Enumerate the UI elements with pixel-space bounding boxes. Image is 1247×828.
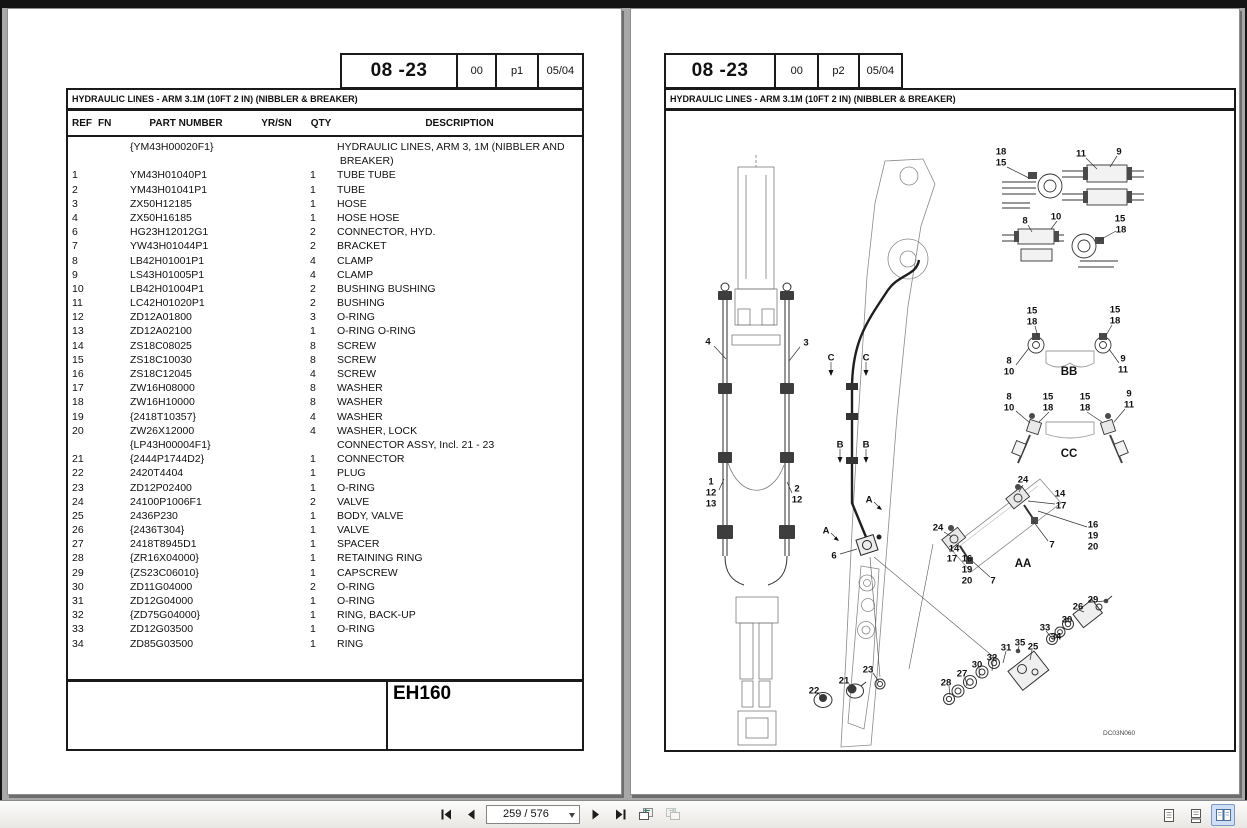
callout-number: 24 — [1017, 474, 1029, 486]
table-row: 9 LS43H01005P1 4 CLAMP — [72, 268, 374, 281]
two-page-view-button[interactable] — [1211, 804, 1235, 826]
callout-number: 25 — [1027, 641, 1039, 653]
first-page-button[interactable] — [436, 804, 456, 824]
arm-side-view — [838, 159, 935, 747]
section-code: 08 -23 — [691, 60, 749, 81]
callout-number: 19 — [1087, 530, 1099, 542]
table-row: 12 ZD12A01800 3 O-RING — [72, 311, 375, 324]
two-page-view-icon — [1215, 808, 1232, 822]
callout-number: 2 — [794, 483, 800, 495]
page-number: p1 — [495, 55, 536, 87]
section-code: 08 -23 — [370, 60, 428, 81]
date: 05/04 — [858, 55, 901, 87]
callout-number: 16 — [1087, 519, 1099, 531]
table-row: 31 ZD12G04000 1 O-RING — [72, 595, 375, 607]
table-row: 4 ZX50H16185 1 HOSE HOSE — [72, 211, 400, 224]
table-row: 7 YW43H01044P1 2 BRACKET — [72, 240, 387, 253]
page-title: HYDRAULIC LINES - ARM 3.1M (10FT 2 IN) (NIBBLER & BREAKER) — [664, 88, 1236, 110]
first-page-icon — [440, 808, 453, 821]
table-row: {YM43H00020F1} HYDRAULIC LINES, ARM 3, 1M (NIBBLER AND — [130, 141, 565, 153]
callout-number: 14 — [1054, 488, 1066, 500]
callout-number: 15 — [1026, 305, 1038, 317]
table-row: 24 24100P1006F1 2 VALVE — [72, 495, 370, 508]
view-label: AA — [1014, 558, 1032, 570]
callout-number: 22 — [808, 685, 820, 697]
table-row: 10 LB42H01004P1 2 BUSHING BUSHING — [72, 282, 436, 295]
callout-number: 7 — [1049, 539, 1055, 551]
callout-number: 35 — [1014, 637, 1026, 649]
view-label: CC — [1060, 448, 1078, 460]
view-label: BB — [1060, 366, 1078, 378]
callout-number: 1 — [708, 476, 714, 488]
table-row: 30 ZD11G04000 2 O-RING — [72, 580, 375, 593]
page-footer-box — [66, 680, 584, 751]
table-row: 25 2436P230 1 BODY, VALVE — [72, 509, 404, 522]
previous-view-button[interactable] — [635, 804, 657, 824]
callout-number: 10 — [1050, 211, 1062, 223]
page-layout-controls — [1157, 804, 1235, 826]
callout-number: 9 — [1116, 146, 1122, 158]
parts-table — [66, 109, 584, 681]
callout-number: 24 — [932, 522, 944, 534]
table-row: 33 ZD12G03500 1 O-RING — [72, 623, 375, 636]
table-row: 17 ZW16H08000 8 WASHER — [72, 382, 383, 395]
callout-number: 6 — [831, 550, 837, 562]
combo-dropdown-arrow-icon[interactable] — [569, 813, 575, 818]
col-part-number: PART NUMBER — [149, 117, 223, 129]
next-page-icon — [589, 808, 602, 821]
table-row: {LP43H00004F1} CONNECTOR ASSY, Incl. 21 - 23 — [130, 438, 495, 451]
last-page-icon — [614, 808, 627, 821]
callout-number: 23 — [862, 664, 874, 676]
callout-number: 9 — [1120, 353, 1126, 365]
callout-number: 18 — [1115, 224, 1127, 236]
callout-number: 10 — [1003, 366, 1015, 378]
table-row: 13 ZD12A02100 1 O-RING O-RING — [72, 325, 416, 338]
callout-number: 18 — [1042, 402, 1054, 414]
col-yr-sn: YR/SN — [261, 117, 292, 129]
callout-number: 18 — [995, 146, 1007, 158]
valve-on-arm — [856, 535, 882, 556]
revision: 00 — [774, 55, 817, 87]
table-row: BREAKER) — [337, 155, 394, 168]
callout-number: 9 — [1126, 388, 1132, 400]
table-row: 18 ZW16H10000 8 WASHER — [72, 396, 383, 409]
table-row: 34 ZD85G03500 1 RING — [72, 637, 364, 650]
table-row: 27 2418T8945D1 1 SPACER — [72, 538, 380, 551]
callout-number: 20 — [961, 575, 973, 587]
page-title: HYDRAULIC LINES - ARM 3.1M (10FT 2 IN) (NIBBLER & BREAKER) — [66, 88, 584, 110]
section-arrow-label: A — [822, 525, 830, 537]
callout-number: 18 — [1026, 316, 1038, 328]
long-leader-lines — [870, 544, 996, 677]
callout-number: 29 — [1087, 594, 1099, 606]
last-page-button[interactable] — [610, 804, 630, 824]
date: 05/04 — [537, 55, 582, 87]
callout-number: 26 — [1072, 601, 1084, 613]
table-row: 26 {2436T304} 1 VALVE — [72, 524, 370, 537]
view-bb-graphic — [1028, 333, 1111, 367]
callout-number: 15 — [1109, 304, 1121, 316]
section-arrow-label: C — [862, 352, 870, 364]
table-row: 16 ZS18C12045 4 SCREW — [72, 368, 377, 380]
callout-number: 11 — [1075, 148, 1087, 160]
callout-number: 13 — [705, 498, 717, 510]
diagram-annotations — [705, 147, 1134, 700]
callout-number: 28 — [940, 677, 952, 689]
callout-number: 4 — [705, 336, 711, 348]
document-canvas — [2, 8, 1245, 800]
page-indicator-value: 259 / 576 — [503, 808, 549, 820]
parts-table-body — [68, 137, 582, 651]
next-view-icon — [664, 806, 682, 822]
callout-number: 17 — [1055, 500, 1067, 512]
callout-number: 12 — [791, 494, 803, 506]
tube-clamps — [717, 291, 795, 539]
table-row: 19 {2418T10357} 4 WASHER — [72, 410, 383, 423]
previous-page-button[interactable] — [461, 804, 481, 824]
section-reference-box — [664, 53, 903, 89]
table-row: 23 ZD12P02400 1 O-RING — [72, 481, 375, 494]
footer-empty-cell — [68, 682, 388, 749]
section-reference-box — [340, 53, 584, 89]
callout-number: 7 — [990, 575, 996, 587]
callout-number: 27 — [956, 668, 968, 680]
page-2 — [630, 8, 1240, 795]
parts-table-header — [68, 111, 582, 137]
table-row: 28 {ZR16X04000} 1 RETAINING RING — [72, 552, 423, 565]
callout-number: 3 — [803, 337, 809, 349]
page-indicator-combobox[interactable] — [486, 805, 580, 824]
table-row: 32 {ZD75G04000} 1 RING, BACK-UP — [72, 609, 416, 622]
callout-number: 11 — [1123, 399, 1135, 411]
table-row: 2 YM43H01041P1 1 TUBE — [72, 183, 366, 196]
viewer-toolbar — [0, 800, 1247, 828]
table-row: 22 2420T4404 1 PLUG — [72, 467, 366, 480]
callout-number: 18 — [1079, 402, 1091, 414]
table-row: 14 ZS18C08025 8 SCREW — [72, 339, 377, 352]
callout-number: 30 — [1061, 614, 1073, 626]
callout-number: 11 — [1117, 364, 1129, 376]
callout-number: 15 — [995, 157, 1007, 169]
col-fn: FN — [98, 117, 112, 129]
callout-number: 8 — [1006, 391, 1012, 403]
callout-number: 15 — [1079, 391, 1091, 403]
diagram-svg — [666, 111, 1234, 750]
next-page-button[interactable] — [585, 804, 605, 824]
col-qty: QTY — [310, 117, 332, 129]
callout-number: 16 — [961, 553, 973, 565]
arm-tubes — [721, 283, 791, 585]
page-number: p2 — [817, 55, 857, 87]
table-row: 29 {ZS23C06010} 1 CAPSCREW — [72, 566, 398, 579]
table-row: 1 YM43H01040P1 1 TUBE TUBE — [72, 169, 396, 182]
callout-number: 15 — [1042, 391, 1054, 403]
table-row: 15 ZS18C10030 8 SCREW — [72, 353, 377, 366]
table-row: 3 ZX50H12185 1 HOSE — [72, 197, 367, 210]
col-description: DESCRIPTION — [425, 117, 494, 129]
continuous-page-button[interactable] — [1184, 804, 1208, 826]
single-page-button[interactable] — [1157, 804, 1181, 826]
section-arrow-label: B — [836, 439, 844, 451]
callout-number: 8 — [1006, 355, 1012, 367]
continuous-page-icon — [1190, 808, 1202, 823]
exploded-diagram — [664, 109, 1236, 752]
callout-number: 17 — [946, 553, 958, 565]
page-1 — [7, 8, 622, 795]
callout-number: 34 — [1050, 631, 1062, 643]
callout-number: 21 — [838, 675, 850, 687]
callout-number: 8 — [1022, 215, 1028, 227]
callout-number: 31 — [1000, 642, 1012, 654]
callout-number: 14 — [948, 543, 960, 555]
table-row: 8 LB42H01001P1 4 CLAMP — [72, 254, 374, 267]
previous-view-icon — [637, 806, 655, 822]
callout-number: 19 — [961, 564, 973, 576]
callout-number: 33 — [1039, 622, 1051, 634]
section-arrow-label: B — [862, 439, 870, 451]
table-row: 20 ZW26X12000 4 WASHER, LOCK — [72, 424, 418, 437]
next-view-button[interactable] — [662, 804, 684, 824]
col-ref: REF — [72, 117, 92, 129]
table-row: 11 LC42H01020P1 2 BUSHING — [72, 297, 385, 310]
callout-number: 32 — [986, 652, 998, 664]
arm-front-view — [728, 155, 784, 745]
page-navigation — [436, 804, 684, 824]
revision: 00 — [456, 55, 495, 87]
single-page-icon — [1163, 808, 1175, 823]
section-arrow-label: A — [865, 494, 873, 506]
view-aa-graphic — [942, 479, 1061, 572]
callout-number: 10 — [1003, 402, 1015, 414]
table-row: 6 HG23H12012G1 2 CONNECTOR, HYD. — [72, 226, 436, 239]
drawing-code: DC03N060 — [1103, 730, 1136, 737]
table-row: 21 {2444P1744D2} 1 CONNECTOR — [72, 453, 405, 466]
callout-number: 12 — [705, 487, 717, 499]
callout-number: 18 — [1109, 315, 1121, 327]
callout-number: 30 — [971, 659, 983, 671]
model-code: EH160 — [393, 683, 452, 704]
callout-number: 20 — [1087, 541, 1099, 553]
section-arrow-label: C — [827, 352, 835, 364]
previous-page-icon — [465, 808, 478, 821]
callout-number: 15 — [1114, 213, 1126, 225]
